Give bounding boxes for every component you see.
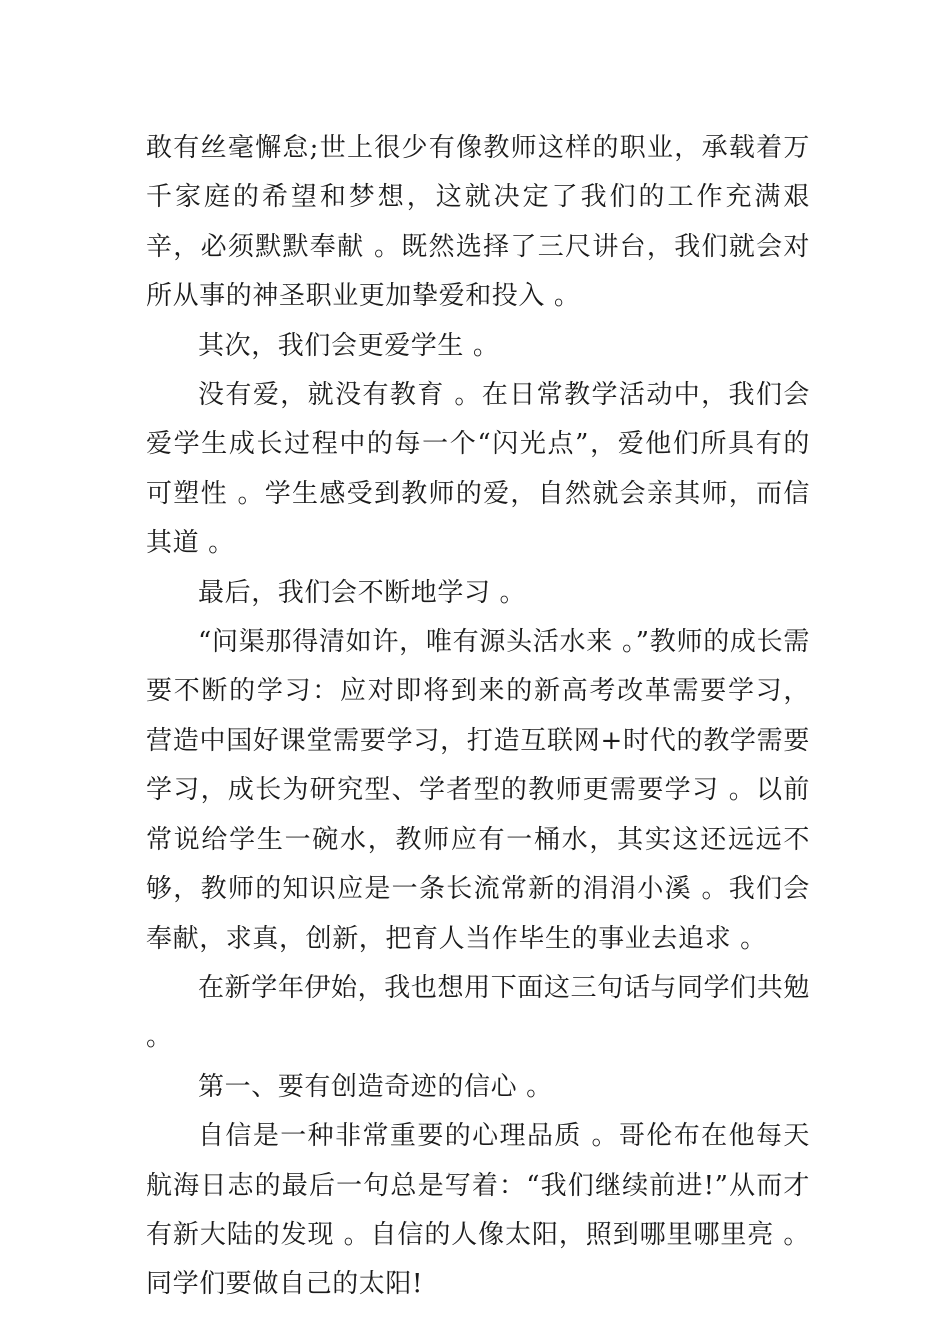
paragraph-8: 自信是一种非常重要的心理品质 。哥伦布在他每天航海日志的最后一句总是写着：“我们继续前进!”从而才有新大陆的发现 。自信的人像太阳，照到哪里哪里亮 。同学们要做自己的太阳!	[146, 1121, 810, 1300]
paragraph-1: 敢有丝毫懈怠;世上很少有像教师这样的职业，承载着万千家庭的希望和梦想，这就决定了我们的工作充满艰辛，必须默默奉献 。既然选择了三尺讲台，我们就会对所从事的神圣职业更加挚爱和投入 。	[146, 133, 810, 312]
paragraph-5: “问渠那得清如许，唯有源头活水来 。”教师的成长需要不断的学习：应对即将到来的新高考改革需要学习，营造中国好课堂需要学习，打造互联网+时代的教学需要学习，成长为研究型、学者型的教师更需要学习 。以前常说给学生一碗水，教师应有一桶水，其实这还远远不够，教师的知识应是一条长流常新的涓涓小溪 。我们会奉献，求真，创新，把育人当作毕生的事业去追求 。	[146, 627, 810, 954]
paragraph-3: 没有爱，就没有教育 。在日常教学活动中，我们会爱学生成长过程中的每一个“闪光点”，爱他们所具有的可塑性 。学生感受到教师的爱，自然就会亲其师，而信其道 。	[146, 380, 810, 559]
paragraph-4: 最后，我们会不断地学习 。	[198, 577, 527, 608]
document-body	[146, 124, 810, 1310]
paragraph-7: 第一、要有创造奇迹的信心 。	[198, 1071, 553, 1102]
paragraph-2: 其次，我们会更爱学生 。	[198, 330, 500, 361]
paragraph-6: 在新学年伊始，我也想用下面这三句话与同学们共勉 。	[146, 972, 810, 1053]
